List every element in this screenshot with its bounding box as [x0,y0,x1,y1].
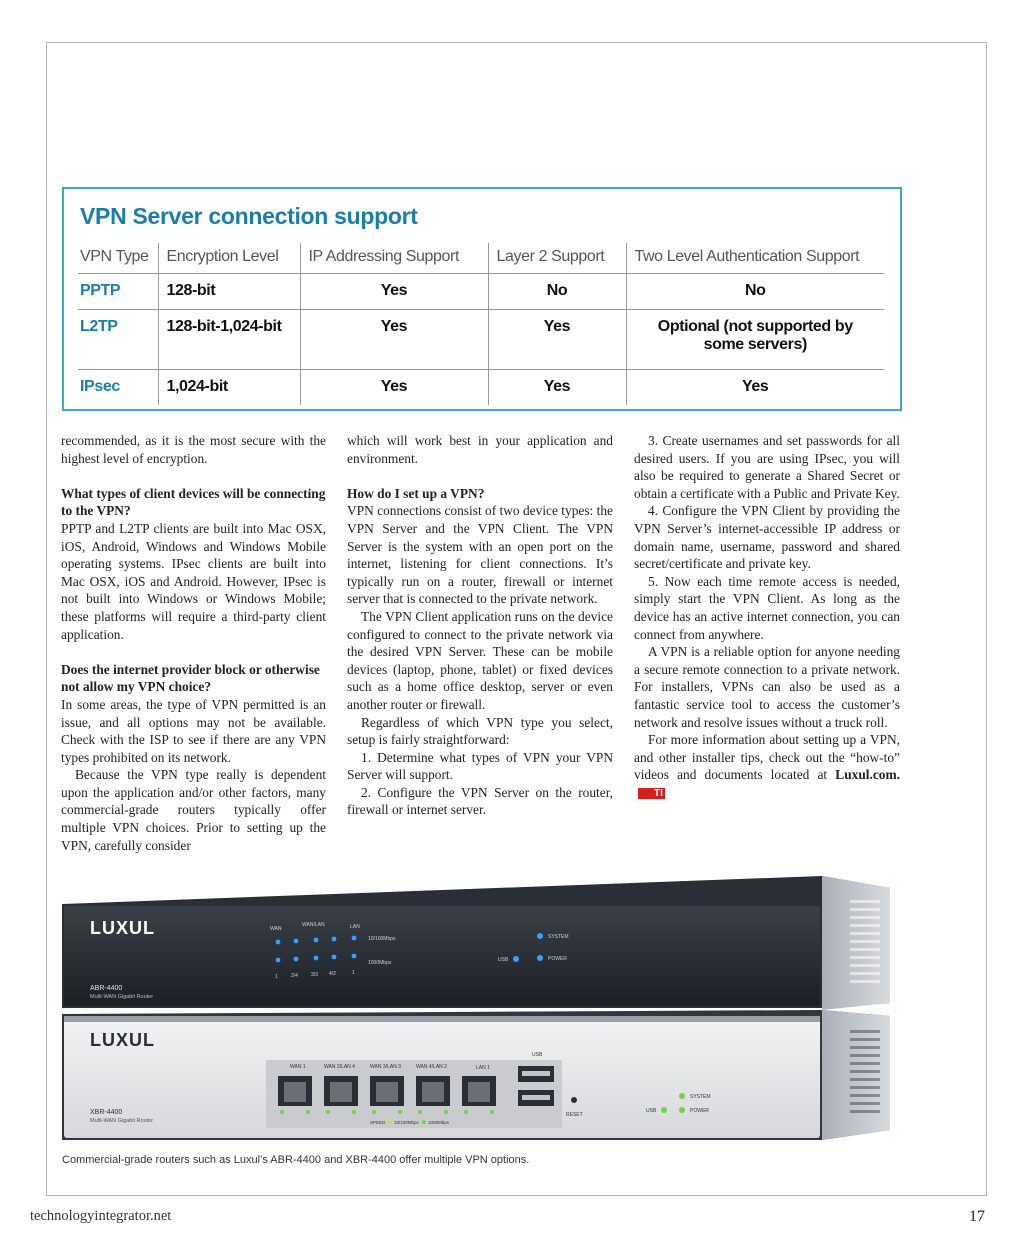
vpn-support-table [78,243,884,405]
port-label: 2/4 [291,973,298,979]
footer-site: technologyintegrator.net [30,1208,172,1224]
system-led-icon [679,1093,685,1099]
port-label: WAN 3/LAN 3 [370,1064,401,1070]
usb-led-icon [661,1107,667,1113]
article-column-3 [634,432,900,801]
paragraph-text: For more information about setting up a VPN, and other installer tips, check out the “how-to” videos and documents located at [634,732,900,783]
cell-ip-addressing: Yes [300,273,488,309]
cell-layer2: No [488,273,626,309]
cell-two-level-auth: Optional (not supported by some servers) [626,309,884,369]
cell-encryption: 128-bit [158,273,300,309]
top-router [62,876,890,1010]
port-label: 1 [275,974,278,980]
header-layer2: Layer 2 Support [488,243,626,273]
cell-ip-addressing: Yes [300,369,488,405]
paragraph: 1. Determine what types of VPN your VPN Server will support. [347,749,613,783]
subheading: What types of client devices will be connecting to the VPN? [61,485,326,519]
paragraph: In some areas, the type of VPN permitted is an issue, and all options may not be available. Check with the ISP to see if there are any VPN types prohibited on its network. [61,696,326,765]
subheading: Does the internet provider block or otherwise not allow my VPN choice? [61,661,320,695]
header-vpn-type: VPN Type [80,247,149,265]
header-ip-addressing: IP Addressing Support [300,243,488,273]
top-router-lan-label: LAN [350,924,360,930]
end-mark-icon: TI [638,788,665,799]
bottom-speed1: 10/100Mbps [394,1120,419,1125]
bottom-usb2-label: USB [646,1108,657,1114]
top-router-wan-label: WAN [270,926,282,932]
port-label: WAN 4/LAN 2 [416,1064,447,1070]
paragraph: which will work best in your application and environment. [347,433,613,466]
bottom-router-model: XBR-4400 [90,1109,123,1116]
table-row [78,309,884,369]
port-label: 4/2 [329,971,336,977]
port-label: WAN 2/LAN 4 [324,1064,355,1070]
cell-vpn-type: PPTP [78,273,158,309]
paragraph: 3. Create usernames and set passwords for all desired users. If you are using IPsec, you will also be required to generate a Shared Secret or obtain a certificate with a Public and Private Key. [634,433,900,501]
header-encryption-level: Encryption Level [158,243,300,273]
table-row [78,369,884,405]
cell-ip-addressing: Yes [300,309,488,369]
bottom-usb-label: USB [532,1052,543,1058]
paragraph: PPTP and L2TP clients are built into Mac OSX, iOS, Android, Windows and Windows Mobile operating systems. IPsec clients are built into Mac OSX, iOS and Android. However, IPsec is not built into Windows or Windows Mobile; these platforms will require a third-party client application. [61,520,326,642]
page-number: 17 [969,1208,985,1225]
paragraph: VPN connections consist of two device types: the VPN Server and the VPN Client. The VPN Server is the system with an open port on the internet, listening for client connections. It’s typically run on a router, firewall or internet server that is connected to the private network. [347,503,613,607]
paragraph: Because the VPN type really is dependent upon the application and/or other factors, many commercial-grade routers typically offer multiple VPN choices. Prior to setting up the VPN, carefully consider [61,767,326,853]
cell-encryption: 128-bit-1,024-bit [158,309,300,369]
bottom-reset-label: RESET [566,1112,583,1118]
cell-two-level-auth: No [626,273,884,309]
top-system-label: SYSTEM [548,934,569,940]
article-column-2 [347,432,613,819]
paragraph: Regardless of which VPN type you select, setup is fairly straightforward: [347,714,613,748]
bottom-speed2: 1000Mbps [428,1120,450,1125]
cell-layer2: Yes [488,309,626,369]
vpn-table-title: VPN Server connection support [80,203,418,229]
bottom-router-brand: LUXUL [90,1030,155,1050]
paragraph: The VPN Client application runs on the device configured to connect to the private network via the desired VPN Server. These can be mobile devices (laptop, phone, tablet) or fixed devices such as a home office desktop, server or even another router or firewall. [347,608,613,712]
bottom-system-label: SYSTEM [690,1094,711,1100]
top-usb-label: USB [498,957,509,963]
top-router-subtitle: Multi-WAN Gigabit Router [90,994,154,1000]
paragraph: 4. Configure the VPN Client by providing the VPN Server’s internet-accessible IP address or domain name, username, password and shared secret/certificate and private key. [634,503,900,572]
usb-led-icon [513,956,519,962]
cell-vpn-type: L2TP [78,309,158,369]
top-router-model: ABR-4400 [90,985,123,992]
power-led-icon [679,1107,685,1113]
port-label: 1 [352,970,355,976]
cell-layer2: Yes [488,369,626,405]
top-router-speed1: 10/100Mbps [368,936,396,942]
top-router-brand: LUXUL [90,918,155,938]
cell-two-level-auth: Yes [626,369,884,405]
paragraph: 2. Configure the VPN Server on the router, firewall or internet server. [347,784,613,818]
cell-vpn-type: IPsec [78,369,158,405]
port-label: 3/3 [311,972,318,978]
subheading: How do I set up a VPN? [347,485,485,501]
paragraph: 5. Now each time remote access is needed, simply start the VPN Client. As long as the device has an active internet connection, you can connect from anywhere. [634,573,900,642]
header-two-level-auth: Two Level Authentication Support [626,243,884,273]
top-router-speed2: 1000Mbps [368,960,392,966]
router-photo [62,868,902,1148]
paragraph [634,731,900,801]
port-label: LAN 1 [476,1065,490,1071]
article-column-1 [61,432,326,854]
bottom-router [62,1010,890,1140]
port-label: WAN 1 [290,1064,306,1070]
system-led-icon [537,933,543,939]
bottom-router-subtitle: Multi-WAN Gigabit Router [90,1118,154,1124]
reset-button-icon [571,1097,577,1103]
vpn-support-table-box [62,187,902,411]
table-row [78,273,884,309]
power-led-icon [537,955,543,961]
top-power-label: POWER [548,956,567,962]
ethernet-port-icon [278,1076,496,1106]
paragraph: recommended, as it is the most secure with the highest level of encryption. [61,433,326,466]
bottom-power-label: POWER [690,1108,709,1114]
paragraph: A VPN is a reliable option for anyone needing a secure remote connection to a private network. For installers, VPNs can also be used as a fantastic service tool to access the customer’s network and resolve issues without a truck roll. [634,644,900,730]
top-router-wanlan-label: WAN/LAN [302,922,325,928]
cell-encryption: 1,024-bit [158,369,300,405]
photo-caption: Commercial-grade routers such as Luxul’s ABR-4400 and XBR-4400 offer multiple VPN options. [62,1154,530,1166]
bottom-speed-label: SPEED [370,1120,386,1125]
luxul-link[interactable]: Luxul.com. [835,767,900,783]
